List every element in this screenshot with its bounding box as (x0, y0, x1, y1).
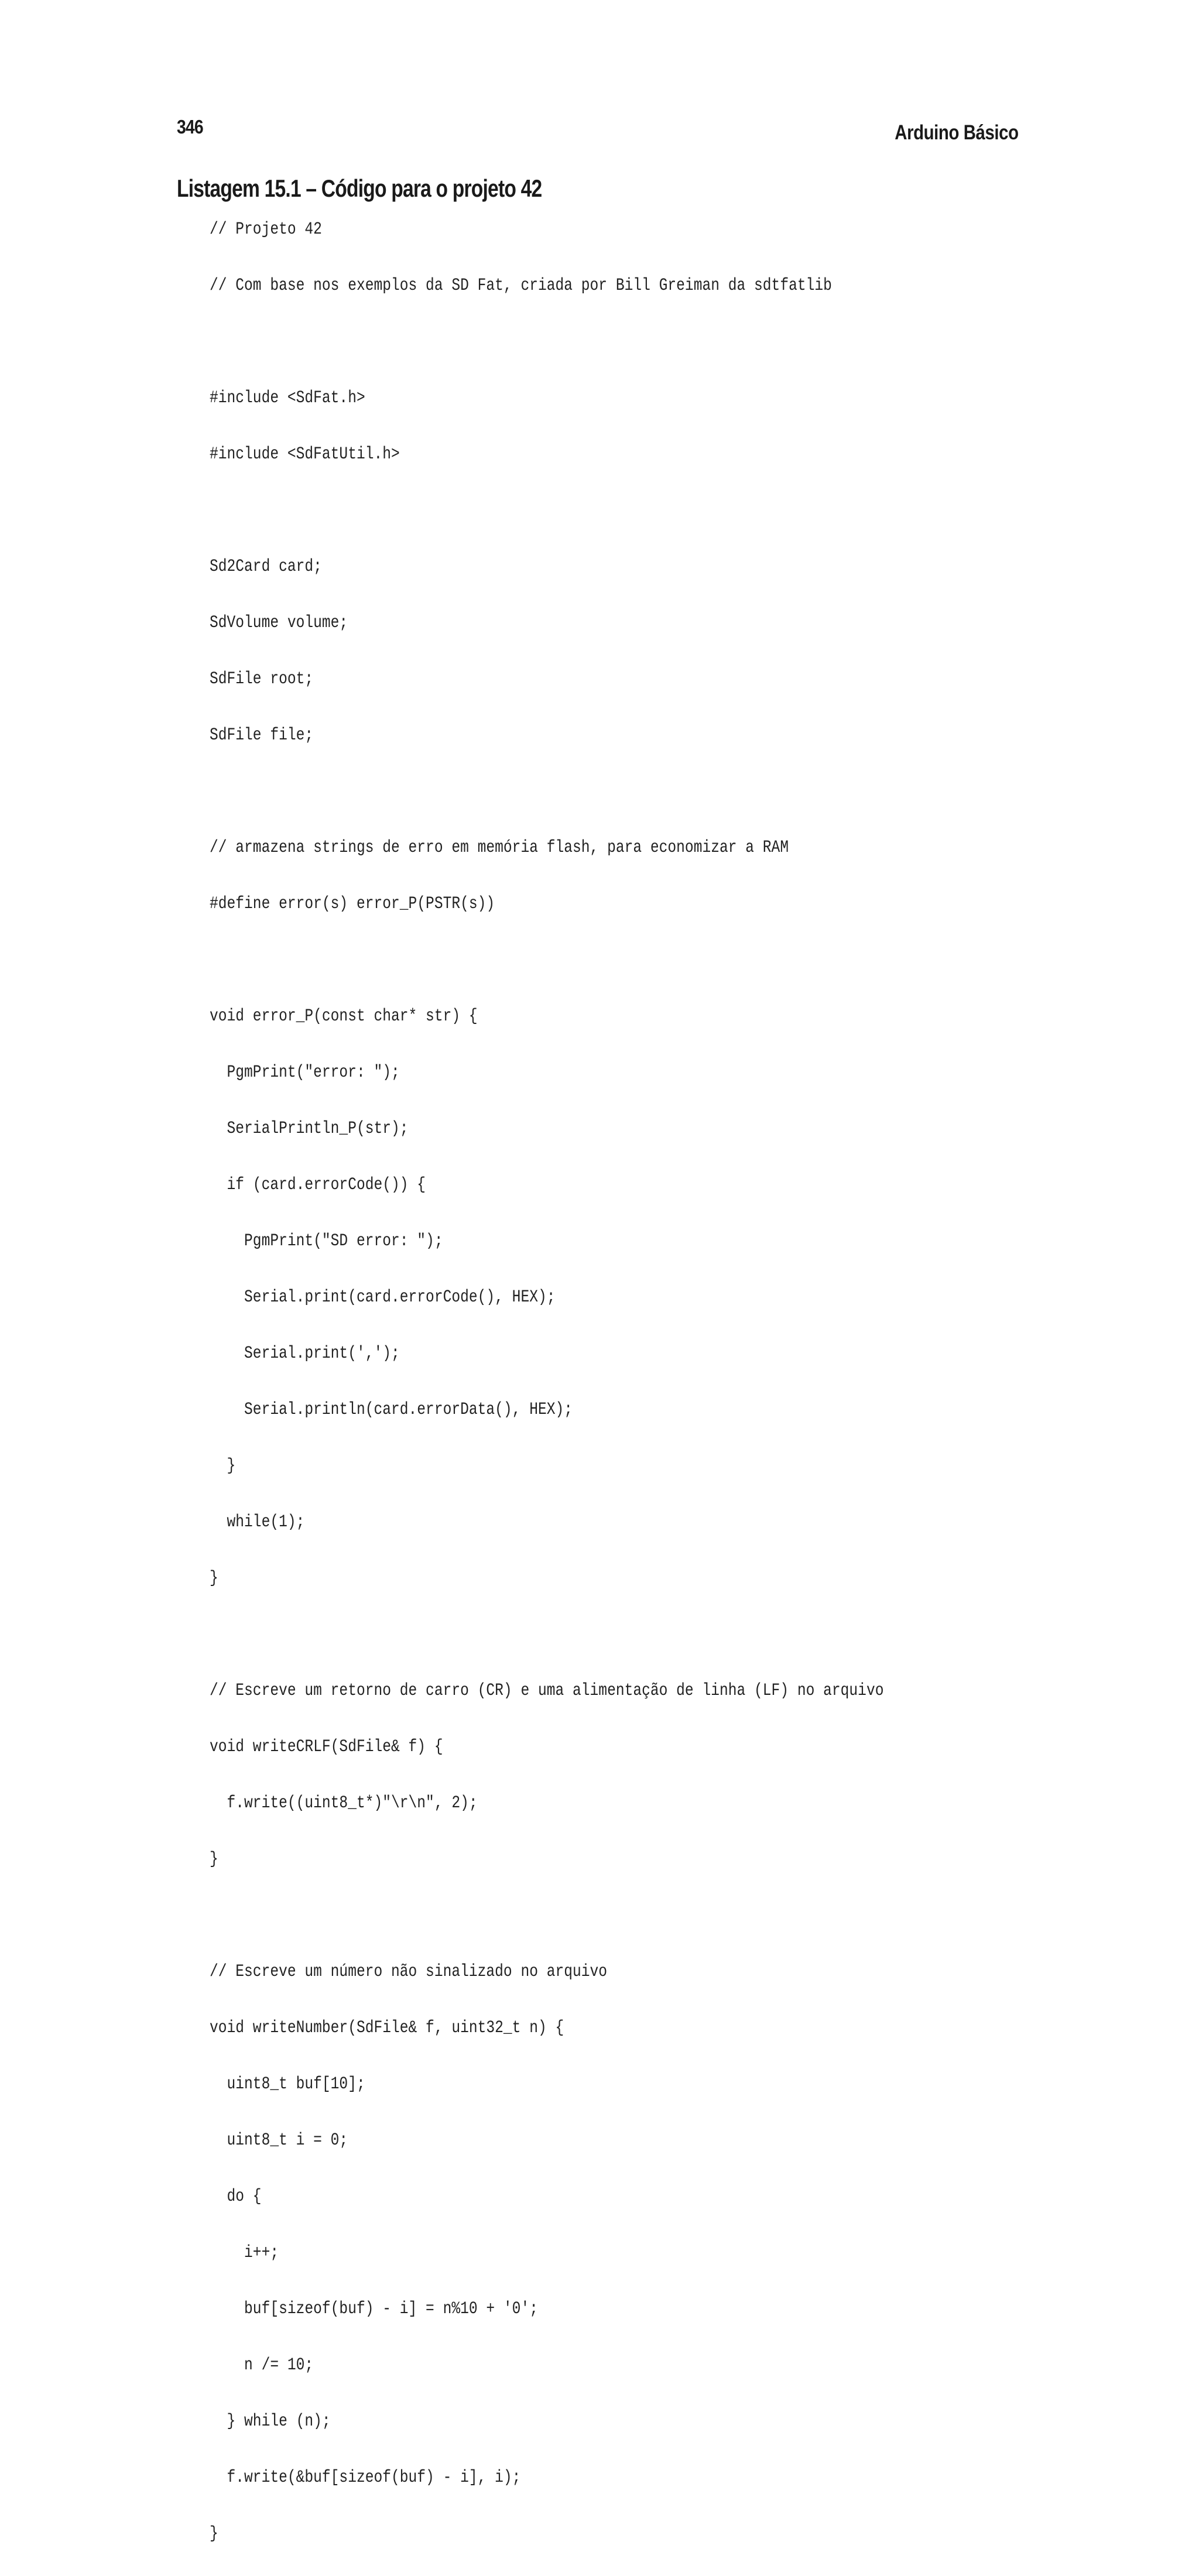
code-line: // Projeto 42 (210, 220, 322, 239)
code-line: } while (n); (210, 2411, 331, 2431)
code-line: // Escreve um retorno de carro (CR) e uma alimentação de linha (LF) no arquivo (210, 1681, 884, 1701)
code-line (210, 777, 883, 806)
code-line: // Escreve um número não sinalizado no arquivo (210, 1962, 608, 1982)
code-line: SdFile file; (210, 725, 314, 745)
code-line: buf[sizeof(buf) - i] = n%10 + '0'; (210, 2299, 538, 2319)
code-line: // armazena strings de erro em memória flash, para economizar a RAM (210, 838, 789, 858)
code-line: f.write((uint8_t*)"\r\n", 2); (210, 1793, 478, 1813)
code-line: } (210, 1456, 236, 1476)
code-line: Serial.print(card.errorCode(), HEX); (210, 1287, 556, 1307)
code-line: } (210, 1849, 218, 1869)
running-header: Arduino Básico (895, 121, 1019, 144)
code-line: void error_P(const char* str) { (210, 1006, 478, 1026)
code-line: Sd2Card card; (210, 557, 322, 577)
code-line (210, 328, 883, 356)
code-line: } (210, 2524, 218, 2544)
code-line: Serial.println(card.errorData(), HEX); (210, 1400, 573, 1420)
code-line: SerialPrintln_P(str); (210, 1119, 409, 1139)
code-line: // Com base nos exemplos da SD Fat, criada por Bill Greiman da sdtfatlib (210, 276, 832, 296)
code-line: void writeCRLF(SdFile& f) { (210, 1737, 443, 1757)
code-line: SdFile root; (210, 669, 314, 689)
code-line: #include <SdFatUtil.h> (210, 444, 400, 464)
code-line: while(1); (210, 1512, 305, 1532)
listing-title: Listagem 15.1 – Código para o projeto 42 (177, 174, 542, 202)
code-line: void writeNumber(SdFile& f, uint32_t n) { (210, 2018, 564, 2038)
code-line: uint8_t buf[10]; (210, 2074, 365, 2094)
page-number: 346 (177, 116, 203, 138)
code-line: PgmPrint("SD error: "); (210, 1231, 443, 1251)
code-line: if (card.errorCode()) { (210, 1175, 426, 1195)
code-line: f.write(&buf[sizeof(buf) - i], i); (210, 2468, 521, 2488)
code-line: SdVolume volume; (210, 613, 348, 633)
code-line (210, 1621, 883, 1649)
code-line: PgmPrint("error: "); (210, 1063, 400, 1083)
code-line: do { (210, 2187, 262, 2207)
code-line (210, 496, 883, 525)
code-line: #include <SdFat.h> (210, 388, 365, 408)
code-line: uint8_t i = 0; (210, 2130, 348, 2150)
code-line (210, 1902, 883, 1930)
code-line (210, 946, 883, 974)
code-listing (210, 215, 1032, 2576)
code-line: #define error(s) error_P(PSTR(s)) (210, 894, 495, 914)
code-line: n /= 10; (210, 2355, 314, 2375)
code-line: Serial.print(','); (210, 1344, 400, 1364)
code-line: i++; (210, 2243, 279, 2263)
code-line: } (210, 1568, 218, 1588)
